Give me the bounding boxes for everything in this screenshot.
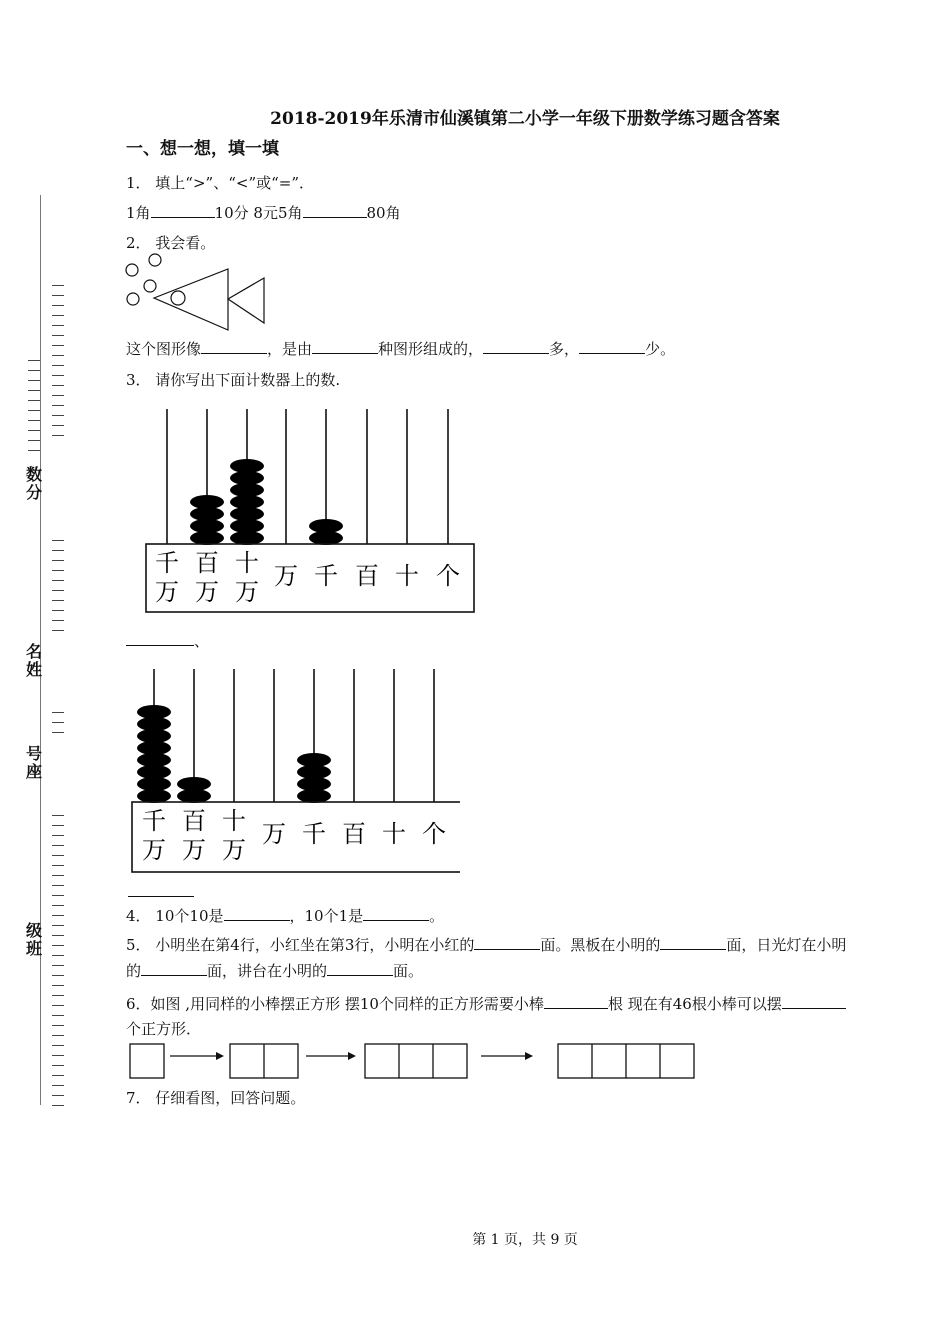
q2-text-4: 多，	[549, 340, 580, 358]
abacus-bead	[137, 765, 171, 779]
abacus-bead	[230, 459, 264, 473]
arrow-head	[348, 1052, 356, 1060]
binding-dash	[52, 895, 64, 896]
binding-dash	[52, 855, 64, 856]
score-label: 数分	[25, 465, 42, 502]
q2-text-3: 种图形组成的，	[378, 340, 484, 358]
place-label: 千	[155, 549, 179, 577]
binding-dash	[52, 975, 64, 976]
fish-figure	[122, 250, 272, 335]
binding-dash	[28, 430, 40, 431]
abacus-bead	[137, 789, 171, 803]
bubble-circle	[149, 254, 161, 266]
binding-dash	[52, 915, 64, 916]
binding-dash	[52, 610, 64, 611]
place-label: 百	[182, 807, 206, 835]
binding-dash	[52, 630, 64, 631]
place-label: 万	[262, 820, 286, 848]
abacus-bead	[230, 531, 264, 545]
binding-dash	[52, 1105, 64, 1106]
binding-dash	[52, 435, 64, 436]
binding-dash	[28, 370, 40, 371]
q2-text-1: 这个图形像	[126, 340, 202, 358]
binding-dash	[52, 570, 64, 571]
abacus-bead	[230, 507, 264, 521]
q1-left-b: 8元5角	[253, 204, 303, 222]
binding-dash	[52, 1095, 64, 1096]
place-label: 万	[222, 836, 246, 864]
binding-dash	[52, 365, 64, 366]
abacus-bead	[137, 705, 171, 719]
binding-dash	[52, 1065, 64, 1066]
binding-dash	[52, 835, 64, 836]
binding-dash	[52, 955, 64, 956]
place-label: 十	[395, 562, 419, 590]
q1-right-b: 80角	[366, 204, 401, 222]
binding-dash	[52, 815, 64, 816]
q5-text-4: 的	[126, 962, 142, 980]
q6-text-2: 根 现在有46根小棒可以摆	[607, 995, 782, 1013]
abacus-bead	[297, 753, 331, 767]
q5-text-5: 面，讲台在小明的	[207, 962, 328, 980]
q2-prompt: 2． 我会看。	[126, 234, 216, 252]
q2-blank-1[interactable]	[201, 339, 267, 354]
abacus-bead	[137, 741, 171, 755]
abacus-bead	[297, 765, 331, 779]
binding-dash	[52, 1055, 64, 1056]
q2-blank-2[interactable]	[312, 339, 378, 354]
place-label: 十	[222, 807, 246, 835]
q4-text-2: ，10个1是	[289, 907, 364, 925]
q3-blank-1[interactable]	[126, 631, 194, 646]
binding-dash	[52, 825, 64, 826]
q1-prompt: 1． 填上“>”、“<”或“=”．	[126, 174, 315, 192]
abacus-bead	[309, 519, 343, 533]
q1-blank-a[interactable]	[151, 203, 215, 218]
binding-dash	[52, 865, 64, 866]
abacus-bead	[309, 531, 343, 545]
abacus-bead	[177, 789, 211, 803]
q5-text-6: 面。	[393, 962, 424, 980]
q5-line-1	[126, 934, 846, 955]
binding-dash	[52, 732, 64, 733]
abacus-bead	[230, 495, 264, 509]
binding-dash	[52, 935, 64, 936]
q1-left-a: 1角	[126, 204, 151, 222]
arrow-head	[525, 1052, 533, 1060]
q2-blank-3[interactable]	[483, 339, 549, 354]
abacus-bead	[297, 777, 331, 791]
binding-dash	[52, 905, 64, 906]
bubble-circle	[144, 280, 156, 292]
q5-blank-2[interactable]	[660, 935, 726, 950]
q3-blank-2[interactable]	[128, 896, 194, 897]
q4-text-3: 。	[429, 907, 445, 925]
q5-blank-3[interactable]	[141, 961, 207, 976]
page-title: 2018-2019年乐清市仙溪镇第二小学一年级下册数学练习题含答案	[270, 109, 780, 129]
q6-line-2: 个正方形．	[126, 1020, 202, 1038]
binding-dash	[52, 1075, 64, 1076]
fish-eye-circle	[171, 291, 185, 305]
place-label: 个	[422, 820, 446, 848]
q6-blank-1[interactable]	[544, 994, 608, 1009]
binding-dash	[52, 722, 64, 723]
binding-dash	[28, 440, 40, 441]
binding-dash	[52, 1035, 64, 1036]
place-label: 百	[195, 549, 219, 577]
q4-line	[126, 905, 444, 926]
abacus-bead	[230, 519, 264, 533]
abacus-bead	[230, 471, 264, 485]
section-heading: 一、想一想，填一填	[126, 139, 279, 159]
abacus-bead	[137, 753, 171, 767]
binding-dash	[52, 620, 64, 621]
binding-dash	[52, 580, 64, 581]
abacus-bead	[190, 507, 224, 521]
name-label: 名姓	[25, 642, 42, 679]
fish-tail-triangle	[228, 278, 264, 323]
abacus-bead	[137, 717, 171, 731]
binding-dash	[52, 590, 64, 591]
q6-blank-2[interactable]	[782, 994, 846, 1009]
binding-dash	[52, 305, 64, 306]
q1-line	[126, 202, 401, 223]
q3-prompt: 3． 请你写出下面计数器上的数.	[126, 371, 341, 389]
binding-dash	[52, 405, 64, 406]
binding-dash	[52, 875, 64, 876]
binding-dash	[52, 560, 64, 561]
binding-dash	[52, 925, 64, 926]
place-label: 百	[355, 562, 379, 590]
q3-answer-line	[126, 630, 209, 651]
q4-blank-1[interactable]	[224, 906, 290, 921]
abacus-bead	[137, 729, 171, 743]
binding-dash	[52, 295, 64, 296]
place-label: 百	[342, 820, 366, 848]
q2-blank-4[interactable]	[579, 339, 645, 354]
binding-dash	[28, 400, 40, 401]
bubble-circle	[127, 293, 139, 305]
q5-line-2	[126, 960, 423, 981]
binding-dash	[28, 380, 40, 381]
binding-dash	[52, 885, 64, 886]
place-label: 万	[182, 836, 206, 864]
q6-text-1: 6．如图 ,用同样的小棒摆正方形 摆10个同样的正方形需要小棒	[126, 995, 544, 1013]
abacus-bead	[190, 495, 224, 509]
abacus-bead	[190, 519, 224, 533]
binding-dash	[52, 600, 64, 601]
binding-dash	[52, 540, 64, 541]
place-label: 千	[314, 562, 338, 590]
q1-right-a: 10分	[214, 204, 249, 222]
q1-blank-b[interactable]	[303, 203, 367, 218]
abacus-bead	[190, 531, 224, 545]
place-label: 万	[142, 836, 166, 864]
place-label: 万	[155, 578, 179, 606]
binding-dash	[52, 1015, 64, 1016]
binding-dash	[52, 1005, 64, 1006]
abacus-bead	[230, 483, 264, 497]
place-label: 万	[235, 578, 259, 606]
q5-blank-1[interactable]	[474, 935, 540, 950]
binding-dash	[52, 712, 64, 713]
q2-text-2: ，是由	[267, 340, 313, 358]
binding-dash	[52, 395, 64, 396]
abacus-2	[128, 667, 460, 875]
binding-dash	[52, 985, 64, 986]
seat-number-label: 号座	[25, 744, 42, 781]
place-label: 十	[382, 820, 406, 848]
binding-dash	[52, 355, 64, 356]
binding-dash	[52, 550, 64, 551]
page-footer: 第 1 页，共 9 页	[472, 1232, 578, 1248]
abacus-bead	[297, 789, 331, 803]
place-label: 十	[235, 549, 259, 577]
binding-dash	[52, 965, 64, 966]
q5-text-3: 面，日光灯在小明	[726, 936, 847, 954]
binding-dash	[52, 1045, 64, 1046]
class-label: 级班	[25, 921, 42, 958]
q7-prompt: 7． 仔细看图，回答问题。	[126, 1089, 306, 1107]
binding-dash	[52, 425, 64, 426]
binding-dash	[52, 1085, 64, 1086]
q4-blank-2[interactable]	[363, 906, 429, 921]
fish-body-triangle	[154, 269, 228, 330]
binding-dash	[28, 360, 40, 361]
abacus-bead	[137, 777, 171, 791]
square-row	[130, 1044, 164, 1078]
binding-dash	[52, 285, 64, 286]
q3-separator: 、	[194, 632, 210, 650]
q5-text-2: 面。黑板在小明的	[540, 936, 661, 954]
binding-dash	[52, 845, 64, 846]
binding-dash	[52, 945, 64, 946]
place-label: 千	[302, 820, 326, 848]
q6-line-1	[126, 993, 846, 1014]
binding-dash	[52, 325, 64, 326]
binding-dash	[28, 390, 40, 391]
binding-dash	[52, 385, 64, 386]
arrow-head	[216, 1052, 224, 1060]
square-row	[365, 1044, 467, 1078]
binding-dash	[52, 995, 64, 996]
q5-blank-4[interactable]	[327, 961, 393, 976]
place-label: 千	[142, 807, 166, 835]
binding-dash	[52, 345, 64, 346]
binding-dash	[28, 410, 40, 411]
binding-dash	[52, 375, 64, 376]
binding-dash	[52, 1025, 64, 1026]
q2-text-5: 少。	[645, 340, 676, 358]
abacus-bead	[177, 777, 211, 791]
bubble-circle	[126, 264, 138, 276]
q5-text-1: 5． 小明坐在第4行，小红坐在第3行，小明在小红的	[126, 936, 475, 954]
binding-dash	[52, 415, 64, 416]
binding-dash	[28, 420, 40, 421]
q4-text-1: 4． 10个10是	[126, 907, 224, 925]
place-label: 万	[195, 578, 219, 606]
binding-dash	[52, 335, 64, 336]
matchstick-squares-figure	[126, 1040, 706, 1082]
abacus-1	[140, 405, 475, 617]
binding-dash	[28, 450, 40, 451]
binding-dash	[52, 315, 64, 316]
q2-line	[126, 338, 675, 359]
place-label: 万	[274, 562, 298, 590]
place-label: 个	[436, 562, 460, 590]
